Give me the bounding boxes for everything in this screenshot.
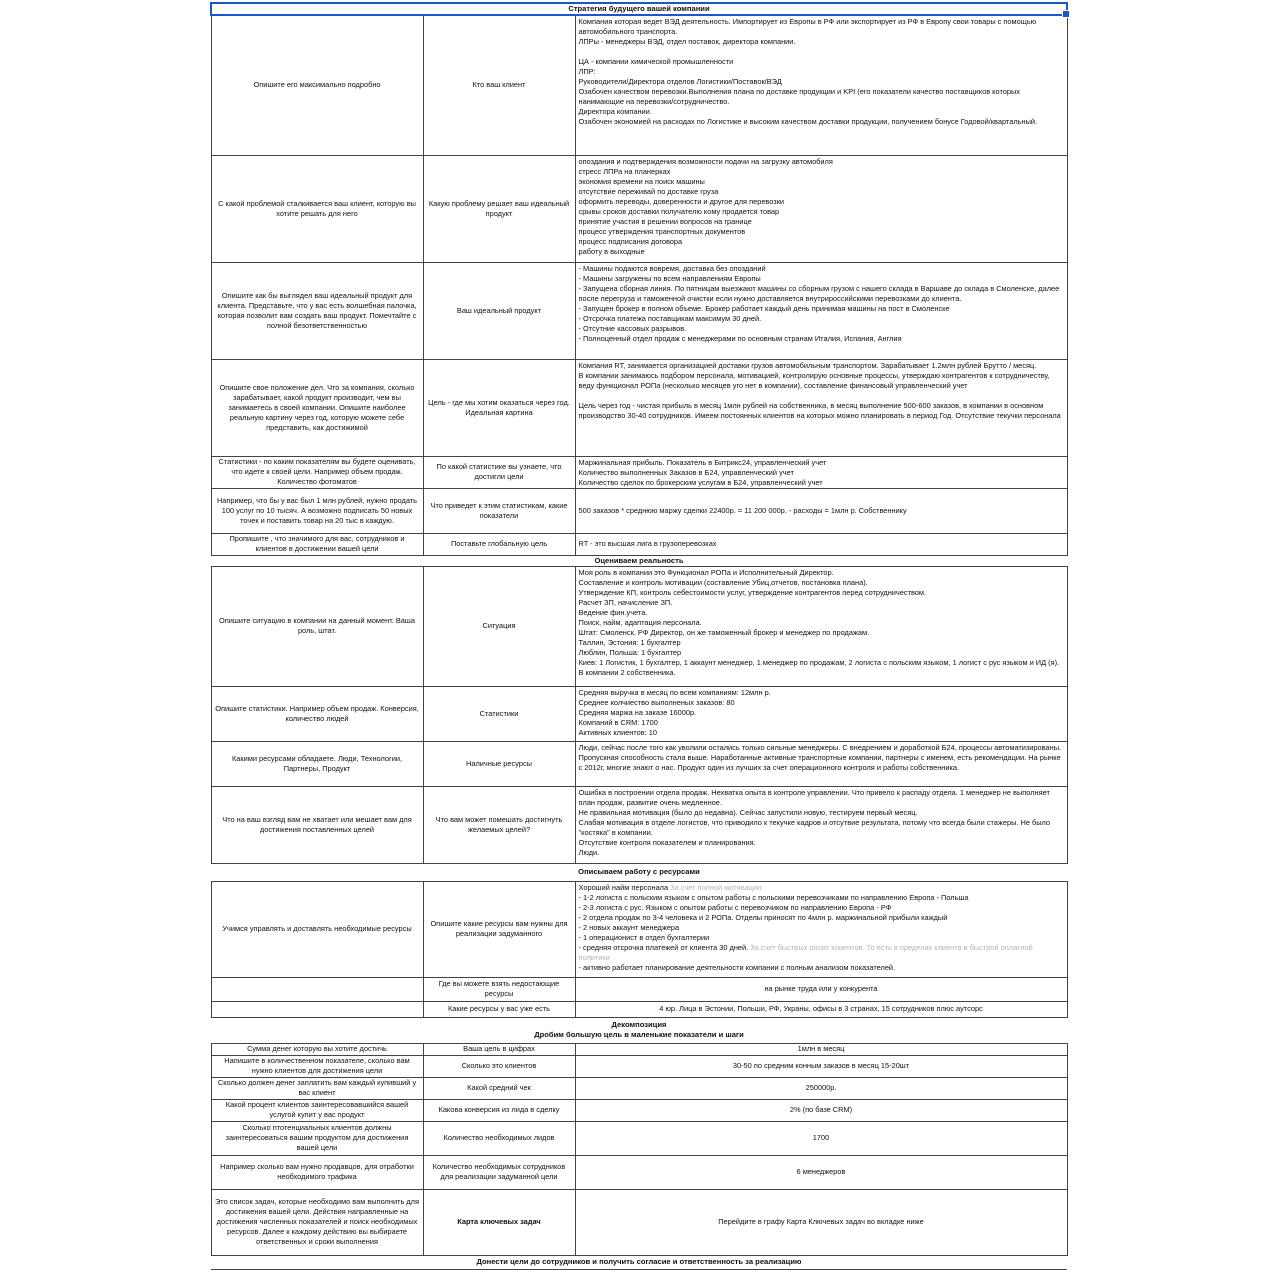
answer-cell[interactable]: Компания RT, занимается организацией доставки грузов автомобильным транспортом. Зарабатывает 1.2млн рублей Брутто / месяц. В компании занимаюсь подбором персонала, мотивацией, контролирую основные процессы, утверждаю контрагентов к сотрудничеству, веду функционал РОПа (несколько месяцев уго нет в компании), составление финансовый управленческий учет Цель через год - чистая прибыль в месяц 1млн рублей на собственника, в месяц выполнение 500-600 заказов, в компании в основном производство 30-40 сотрудников. Имеем постоянных клиентов на которых можно планировать в период Год. Отсутствие текучки персонала	[575, 359, 1067, 456]
question-cell[interactable]: Напишите в количественном показателе, сколько вам нужно клиентов для достижения цели	[211, 1055, 423, 1077]
label-cell[interactable]: Что приведет к этим статистикам, какие показатели	[423, 488, 575, 533]
label-cell[interactable]: Наличные ресурсы	[423, 741, 575, 786]
resource-item: - 1 операционист в отдел бухгалтерии	[578, 932, 710, 942]
question-cell[interactable]: Сумма денег которую вы хотите достичь	[211, 1043, 423, 1055]
resource-deferral: - средняя отсрочка платежей от клиента 30 дней.	[578, 942, 751, 952]
table-row	[211, 1099, 1067, 1121]
label-cell[interactable]: Ваш идеальный продукт	[423, 262, 575, 359]
answer-cell[interactable]: 500 заказов * среднюю маржу сделки 22400р. = 11 200 000р. - расходы = 1млн р. Собственнику	[575, 488, 1067, 533]
question-cell[interactable]: Учимся управлять и доставлять необходимые ресурсы	[211, 881, 423, 977]
table-row	[211, 1001, 1067, 1017]
label-cell[interactable]: Сколько это клиентов	[423, 1055, 575, 1077]
table-row	[211, 262, 1067, 359]
question-cell[interactable]	[211, 977, 423, 1001]
answer-cell[interactable]: 2% (по базе CRM)	[575, 1099, 1067, 1121]
selection-handle[interactable]	[1062, 10, 1070, 18]
table-row	[211, 977, 1067, 1001]
label-cell[interactable]: Карта ключевых задач	[423, 1189, 575, 1255]
spreadsheet	[210, 2, 1066, 1270]
table-row	[211, 359, 1067, 456]
answer-cell[interactable]: 30-50 по средним конным заказов в месяц 15-20шт	[575, 1055, 1067, 1077]
label-cell[interactable]: Опишите какие ресурсы вам нужны для реализации задуманного	[423, 881, 575, 977]
answer-cell[interactable]: 1млн в месяц	[575, 1043, 1067, 1055]
resource-deferral-note: За счет быстрых оплат клиентов. То есть в пределах клиента в быстрой оплатной политики	[578, 942, 1033, 962]
answer-cell[interactable]: Моя роль в компании это Функционал РОПа и Исполнительный Директор. Составление и контроль мотивации (составление Убиц,отчетов, постановка плана). Утверждение КП, контроль себестоимости услуг, утверждение контрагентов перед сотрудничеством. Расчет ЗП, начисление ЗП. Ведение фин.учета. Поиск, найм, адаптация персонала. Штат: Смоленск, РФ Директор, он же таможенный брокер и менеджер по продажам. Таллин, Эстония: 1 бухгалтер Люблин, Польша: 1 бухгалтер Киев: 1 Логистик, 1 бухгалтер, 1 аккаунт менеджер, 1 менеджер по продажам, 2 логиста с польским языком, 1 логист с рус языком и ИД (я). В компании 2 собственника.	[575, 566, 1067, 686]
answer-cell[interactable]: Компания которая ведет ВЭД деятельность. Импортирует из Европы в РФ или экспортирует из РФ в Европу свои товары с помощью автомобильного транспорта. ЛПРы - менеджеры ВЭД, отдел поставок, директора компании. ЦА - компании химической промышленности ЛПР: Руководители/Директора отделов Логистики/Поставок/ВЭД Озабочен качеством перевозки.Выполнения плана по доставке продукции и KPI (его показатели качество поставщиков которых нанимающие на перевозки/сотрудничество. Директора компании. Озабочен экономией на расходах по Логистике и высоким качеством доставки продукции, получением бонусе Годовой/квартальный.	[575, 15, 1067, 155]
question-cell[interactable]: Это список задач, которые необходимо вам выполнить для достижения вашей цели. Действия направленные на достижения численных показателей и поиск необходимых ресурсов. Далее к каждому действию вы выбираете ответственных и сроки выполнения	[211, 1189, 423, 1255]
table-row	[211, 881, 1067, 977]
label-cell[interactable]: Статистики	[423, 686, 575, 741]
strategy-table	[210, 2, 1068, 1270]
question-cell[interactable]: Сколько должен денег заплатить вам каждый купивший у вас клиент	[211, 1077, 423, 1099]
answer-cell[interactable]: RT - это высшая лига в грузоперевозках	[575, 533, 1067, 555]
table-row	[211, 1121, 1067, 1155]
question-cell[interactable]: Какими ресурсами обладаете. Люди, Технологии, Партнеры, Продукт	[211, 741, 423, 786]
question-cell[interactable]: Опишите свое положение дел. Что за компания, сколько зарабатывает, какой продукт производит, чем вы занимаетесь в своей компании. Опишите наиболее реальную картину через год, которую можете себе представить, как достижимой	[211, 359, 423, 456]
label-cell[interactable]: Какой средний чек	[423, 1077, 575, 1099]
section-header-decomposition[interactable]: Декомпозиция Дробим большую цель в маленькие показатели и шаги	[211, 1017, 1067, 1043]
table-row	[211, 686, 1067, 741]
table-row	[211, 1043, 1067, 1055]
resource-item: - 2 отдела продаж по 3-4 человека и 2 РОПа. Отделы приносят по 4млн р. маржинальной прибыли каждый	[578, 912, 948, 922]
section-header-strategy[interactable]: Стратегия будущего вашей компании	[211, 3, 1067, 15]
question-cell[interactable]: С какой проблемой сталкивается ваш клиент, которую вы хотите решать для него	[211, 155, 423, 262]
answer-cell[interactable]: Ошибка в построении отдела продаж. Нехватка опыта в контроле управлении. Что привело к распаду отдела. 1 менеджер не выполняет план продаж, развитие очень медленное. Не правильная мотивация (было до недавна). Сейчас запустили новую, тестируем первый месяц. Слабая мотивация в отделе логистов, что приводило к текучке кадров и отсутвие результата, потому что всегда были стажеры. Не было "костяка" в компании. Отсутствие контроля показателем и планирования. Люди.	[575, 786, 1067, 863]
question-cell[interactable]: Опишите статистики. Например объем продаж. Конверсия, количество людей	[211, 686, 423, 741]
label-cell[interactable]: Какую проблему решает ваш идеальный продукт	[423, 155, 575, 262]
label-cell[interactable]: Поставьте глобальную цель	[423, 533, 575, 555]
table-row	[211, 1077, 1067, 1099]
question-cell[interactable]: Опишите его максимально подробно	[211, 15, 423, 155]
answer-cell[interactable]: Люди, сейчас после того как уволили остались только сильные менеджеры. С внедрением и доработкой Б24, процессы автоматизированы. Пропускная способность стала выше. Наработанные активные транспортные компании, партнеры с именем, есть рекомендации. На рынке с 2012г, многие знают о нас. Продукт один из лучших за счет операционного контроля и работы собственника.	[575, 741, 1067, 786]
table-row	[211, 566, 1067, 686]
answer-cell[interactable]: 1700	[575, 1121, 1067, 1155]
answer-cell[interactable]: Маржинальная прибыль. Показатель в Битрикс24, управленческий учет Количество выполненных Заказов в Б24, управленческий учет Количество сделок по брокерским услугам в Б24, управленческий учет	[575, 456, 1067, 488]
resource-item: - 2-3 логиста с рус. Языком с опытом работы с перевозчиком по направлению Европа - РФ	[578, 902, 892, 912]
label-cell[interactable]: Какова конверсия из лида в сделку	[423, 1099, 575, 1121]
label-cell[interactable]: Что вам может помешать достигнуть желаемых целей?	[423, 786, 575, 863]
question-cell[interactable]: Опишите ситуацию в компании на данный момент. Ваша роль, штат.	[211, 566, 423, 686]
table-row	[211, 741, 1067, 786]
answer-cell[interactable]: - Машины подаются вовремя, доставка без опозданий - Машины загружены по всем направлениям Европы - Запущена сборная линия. По пятницам выезжают машины со сборным грузом с нашего склада в Варшаве до склада в Смоленске, далее после перегруза и таможенной очистки если нужно доставляется внутрироссийскими перевозками до клиента. - Запущен брокер в полном объеме. Брокер работает каждый день принимая машины на пост в Смоленске - Отсрочка платежа поставщикам максимум 30 дней. - Отсутние кассовых разрывов. - Полноценный отдел продаж с менеджерами по основным странам Италия, Испания, Англия	[575, 262, 1067, 359]
table-row	[211, 1055, 1067, 1077]
question-cell[interactable]: Например сколько вам нужно продавцов, для отработки необходимого трафика	[211, 1155, 423, 1189]
label-cell[interactable]: Где вы можете взять недостающие ресурсы	[423, 977, 575, 1001]
label-cell[interactable]: Какие ресурсы у вас уже есть	[423, 1001, 575, 1017]
answer-cell[interactable]: на рынке труда или у конкурента	[575, 977, 1067, 1001]
answer-cell[interactable]: 4 юр. Лица в Эстонии, Польши, РФ, Украны, офисы в 3 странах, 15 сотрудников плюс аутсорс	[575, 1001, 1067, 1017]
question-cell[interactable]: Какой процент клиентов заинтересовавшийся вашей услугой купит у вас продукт	[211, 1099, 423, 1121]
question-cell[interactable]: Например, что бы у вас был 1 млн рублей, нужно продать 100 услуг по 10 тысяч. А возможно подписать 50 новых точек и поставить товар на 20 тыс в каждую.	[211, 488, 423, 533]
table-row	[211, 15, 1067, 155]
resource-lead: Хороший найм персонала	[578, 882, 671, 892]
answer-cell[interactable]: Средняя выручка в месяц по всем компаниям: 12млн р. Среднее колчиество выполненых заказов: 80 Средняя маржа на заказе 16000р. Компаний в CRM: 1700 Активных клиентов: 10	[575, 686, 1067, 741]
label-cell[interactable]: Кто ваш клиент	[423, 15, 575, 155]
resource-lead-note: За счет полной мотивации	[670, 882, 762, 892]
table-row	[211, 456, 1067, 488]
table-row	[211, 488, 1067, 533]
section-header-reality[interactable]: Оцениваем реальность	[211, 555, 1067, 566]
resource-item: - 2 новых аккаунт менеджера	[578, 922, 680, 932]
answer-cell[interactable]: опоздания и подтверждения возможности подачи на загрузку автомобиля стресс ЛПРа на планерках экономия времени на поиск машины отсутствие переживай по доставке груза оформить переводы, доверенности и другое для перевозки срывы сроков доставки получателю кому продается товар принятие участия в решении вопросов на границе процесс утверждения транспортных документов процесс подписания договора работу в выходные	[575, 155, 1067, 262]
question-cell[interactable]: Опишите как бы выглядел ваш идеальный продукт для клиента. Представьте, что у вас есть волшебная палочка, которая позволит вам создать ваш продукт. Помечтайте с полной безответственностью	[211, 262, 423, 359]
table-row	[211, 1155, 1067, 1189]
table-row	[211, 155, 1067, 262]
label-cell[interactable]: Цель - где мы хотим оказаться через год. Идеальная картина	[423, 359, 575, 456]
table-row	[211, 786, 1067, 863]
section-header-resources[interactable]: Описываем работу с ресурсами	[211, 863, 1067, 881]
answer-cell[interactable]: 6 менеджеров	[575, 1155, 1067, 1189]
label-cell[interactable]: Ваша цель в цифрах	[423, 1043, 575, 1055]
label-cell[interactable]: По какой статистике вы узнаете, что достигли цели	[423, 456, 575, 488]
answer-cell[interactable]: Перейдите в графу Карта Ключевых задач во вкладке ниже	[575, 1189, 1067, 1255]
table-row	[211, 533, 1067, 555]
question-cell[interactable]	[211, 1001, 423, 1017]
label-cell[interactable]: Количество необходимых сотрудников для реализации задуманной цели	[423, 1155, 575, 1189]
question-cell[interactable]: Пропишите , что значимого для вас, сотрудников и клиентов в достижении вашей цели	[211, 533, 423, 555]
question-cell[interactable]: Сколько птотенциальных клиентов должны заинтересоваться вашим продуктом для достижения вашей цели	[211, 1121, 423, 1155]
question-cell[interactable]: Что на ваш взгляд вам не хватает или мешает вам для достижения поставленных целей	[211, 786, 423, 863]
resource-item: - 1-2 логиста с польским языком с опытом работы с польскими перевозчиками по направлению Европа - Польша	[578, 892, 969, 902]
question-cell[interactable]: Статистики - по каким показателям вы будете оценивать, что идете к своей цели. Например объем продаж. Количество фотоматов	[211, 456, 423, 488]
answer-cell[interactable]: 250000р.	[575, 1077, 1067, 1099]
label-cell[interactable]: Ситуация	[423, 566, 575, 686]
table-row	[211, 1189, 1067, 1255]
label-cell[interactable]: Количество необходимых лидов	[423, 1121, 575, 1155]
answer-cell[interactable]	[575, 881, 1067, 977]
section-header-communicate[interactable]: Донести цели до сотрудников и получить согласие и ответственность за реализацию	[211, 1255, 1067, 1269]
resource-item: - активно работает планирование деятельности компании с полным анализом показателей.	[578, 962, 896, 972]
